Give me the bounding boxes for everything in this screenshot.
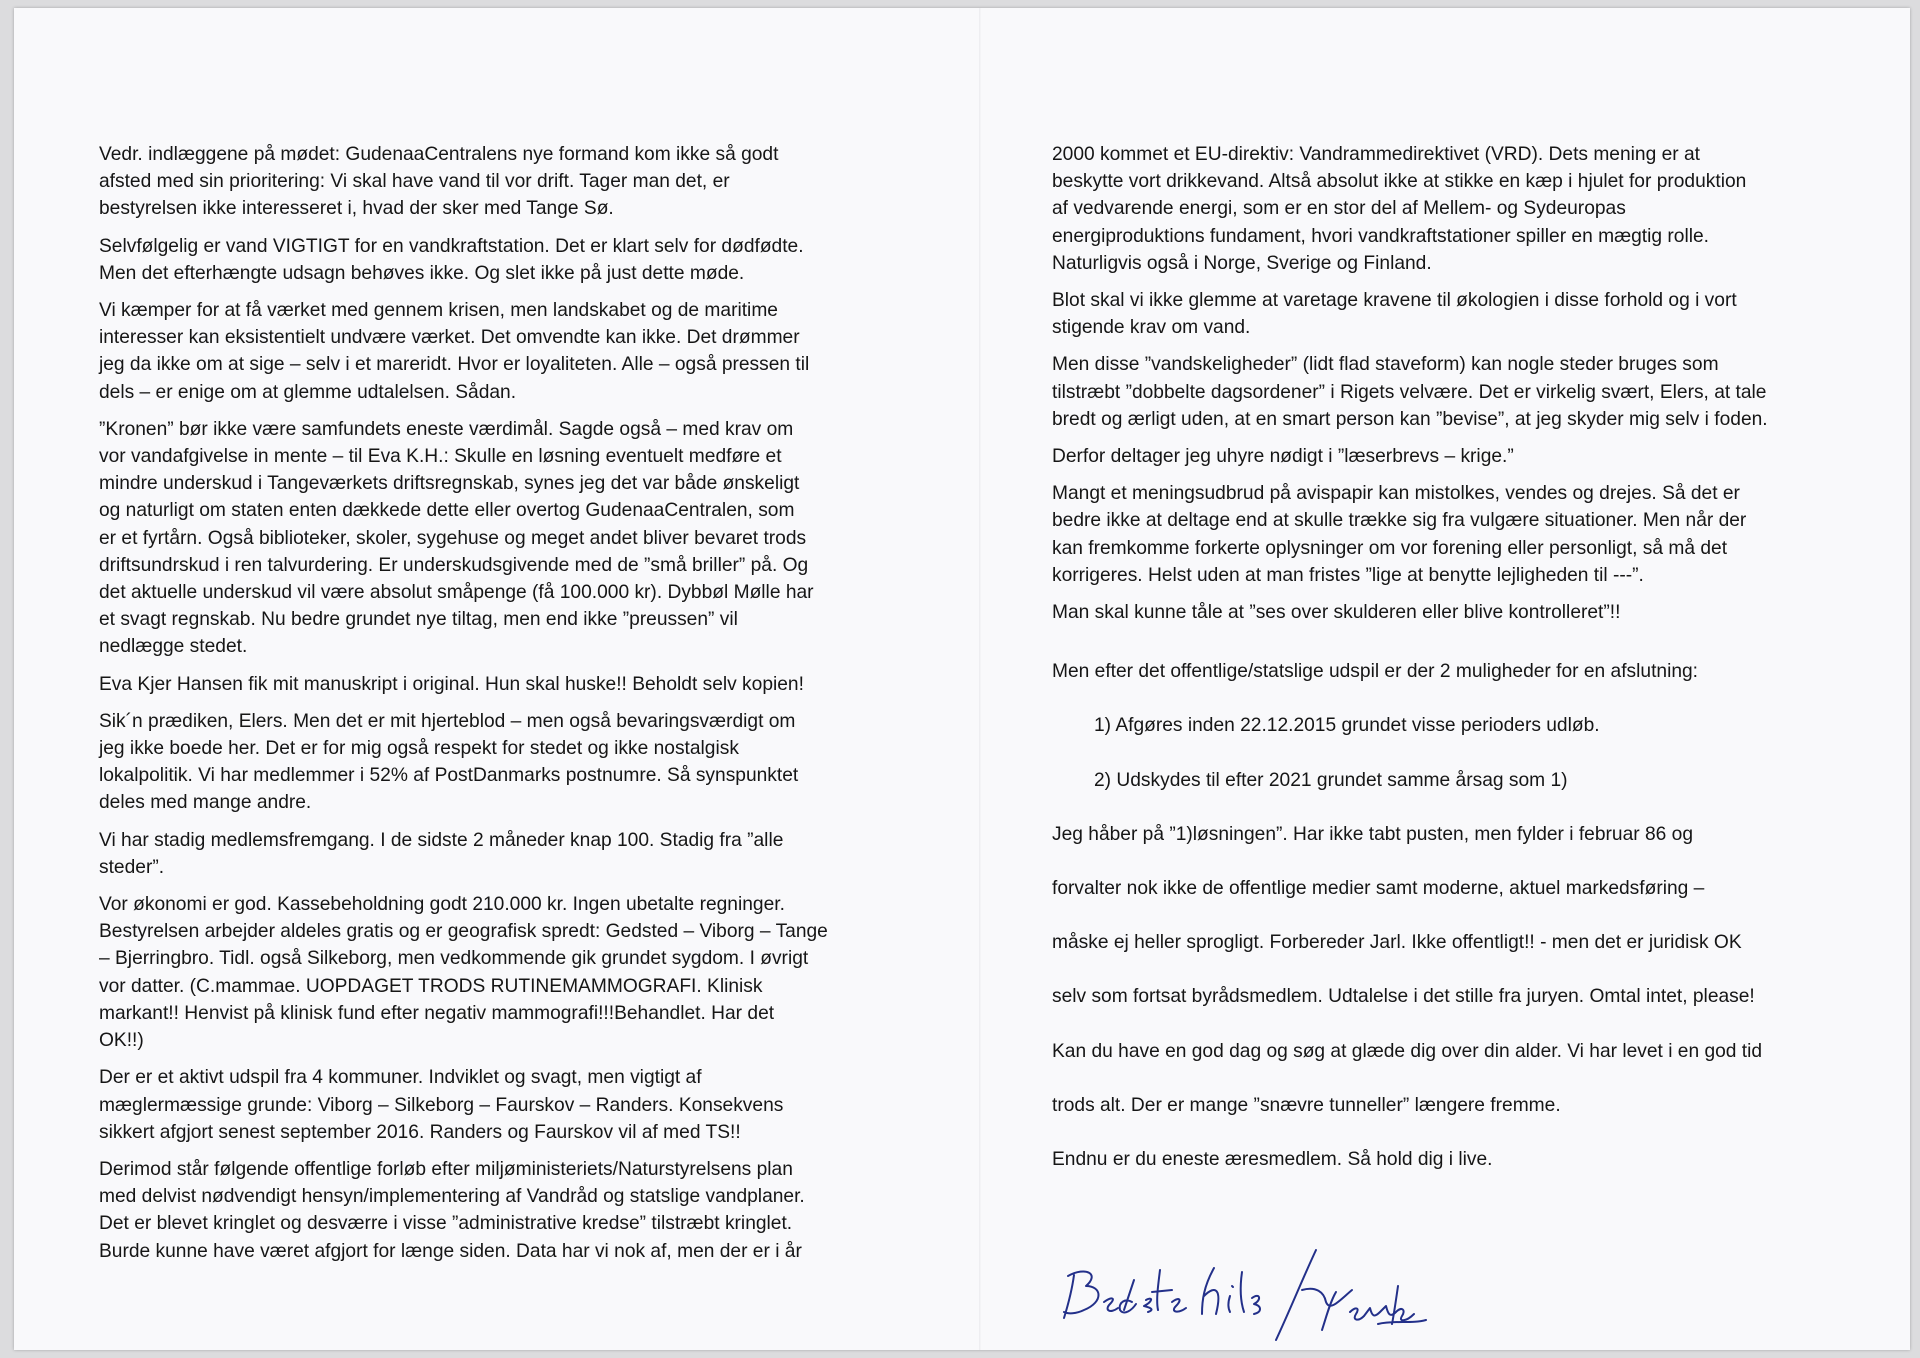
paragraph: Eva Kjer Hansen fik mit manuskript i original. Hun skal huske!! Beholdt selv kopien! — [99, 673, 804, 695]
paragraph: Vor økonomi er god. Kassebeholdning godt 210.000 kr. Ingen ubetalte regninger. Bestyrelsen arbejder aldeles gratis og er geografisk spredt: Gedsted – Viborg – Tange – Bjerringbro. Tidl. også Silkeborg, men vedkommende gik grundet sygdom. I øvrigt vor datter. (C.mammae. UOPDAGET TRODS RUTINEMAMMOGRAFI. Klinisk markant!! Henvist på klinisk fund efter negativ mammografi!!!Behandlet. Har det OK!!) — [99, 894, 828, 1052]
paragraph: Derimod står følgende offentlige forløb efter miljøministeriets/Naturstyrelsens plan med delvist nødvendigt hensyn/implementering af Vandråd og statslige vandplaner. Det er blevet kringlet og desværre i visse ”administrative kredse” tilstræbt kringlet. Burde kunne have været afgjort for længe siden. Data har vi nok af, men der er i år — [99, 1158, 805, 1262]
paragraph: Selvfølgelig er vand VIGTIGT for en vandkraftstation. Det er klart selv for dødfødte. Men det efterhængte udsagn behøves ikke. Og slet ikke på just dette møde. — [99, 235, 804, 284]
closing-line: forvalter nok ikke de offentlige medier samt moderne, aktuel markedsføring – — [1052, 878, 1705, 900]
paragraph: Der er et aktivt udspil fra 4 kommuner. Indviklet og svagt, men vigtigt af mæglermæssige grunde: Viborg – Silkeborg – Faurskov – Randers. Konsekvens sikkert afgjort senest september 2016. Randers og Faurskov vil af med TS!! — [99, 1067, 784, 1143]
right-column — [1052, 141, 1852, 1200]
paragraph: Vedr. indlæggene på mødet: GudenaaCentralens nye formand kom ikke så godt afsted med sin prioritering: Vi skal have vand til vor drift. Tager man det, er bestyrelsen ikke interesseret i, hvad der sker med Tange Sø. — [99, 144, 779, 220]
paragraph: Vi kæmper for at få værket med gennem krisen, men landskabet og de maritime interesser kan eksistentielt undvære værket. Det omvendte kan ikke. Det drømmer jeg da ikke om at sige – selv i et mareridt. Hvor er loyaliteten. Alle – også pressen til dels – er enige om at glemme udtalelsen. Sådan. — [99, 300, 810, 403]
closing-line: Jeg håber på ”1)løsningen”. Har ikke tabt pusten, men fylder i februar 86 og — [1052, 823, 1693, 845]
paragraph: Men disse ”vandskeligheder” (lidt flad staveform) kan nogle steder bruges som tilstræbt ”dobbelte dagsordener” i Rigets velvære. Det er virkelig svært, Elers, at tale bredt og ærligt uden, at en smart person kan ”bevise”, at jeg skyder mig selv i foden. — [1052, 354, 1768, 430]
closing-line: trods alt. Der er mange ”snævre tunneller” længere fremme. — [1052, 1094, 1561, 1116]
option-item: 1) Afgøres inden 22.12.2015 grundet visse perioders udløb. — [1094, 715, 1600, 737]
options-section — [1052, 658, 1852, 1173]
left-column — [99, 141, 889, 1275]
paragraph: Blot skal vi ikke glemme at varetage kravene til økologien i disse forhold og i vort stigende krav om vand. — [1052, 290, 1737, 339]
paragraph: 2000 kommet et EU-direktiv: Vandrammedirektivet (VRD). Dets mening er at beskytte vort drikkevand. Altså absolut ikke at stikke en kæp i hjulet for produktion af vedvarende energi, som er en stor del af Mellem- og Sydeuropas energiproduktions fundament, hvori vandkraftstationer spiller en mægtig rolle. Naturligvis også i Norge, Sverige og Finland. — [1052, 144, 1747, 274]
paragraph: Vi har stadig medlemsfremgang. I de sidste 2 måneder knap 100. Stadig fra ”alle steder”. — [99, 829, 784, 878]
closing-line: selv som fortsat byrådsmedlem. Udtalelse i det stille fra juryen. Omtal intet, please! — [1052, 986, 1755, 1008]
paragraph: Mangt et meningsudbrud på avispapir kan mistolkes, vendes og drejes. Så det er bedre ikke at deltage end at skulle trække sig fra vulgære situationer. Men når der kan fremkomme forkerte oplysninger om vor forening eller personligt, så må det korrigeres. Helst uden at man fristes ”lige at benytte lejligheden til ---”. — [1052, 483, 1747, 586]
document-sheet — [14, 8, 1910, 1350]
paragraph: Sik´n prædiken, Elers. Men det er mit hjerteblod – men også bevaringsværdigt om jeg ikke boede her. Det er for mig også respekt for stedet og ikke nostalgisk lokalpolitik. Vi har medlemmer i 52% af PostDanmarks postnumre. Så synspunktet deles med mange andre. — [99, 710, 799, 814]
paragraph: ”Kronen” bør ikke være samfundets eneste værdimål. Sagde også – med krav om vor vandafgivelse in mente – til Eva K.H.: Skulle en løsning eventuelt medføre et mindre underskud i Tangeværkets driftsregnskab, synes jeg det var både ønskeligt og naturligt om staten enten dækkede dette eller overtog GudenaaCentralen, som er et fyrtårn. Også biblioteker, skoler, sygehuse og meget andet bliver bevaret trods driftsundrskud i ren talvurdering. Er underskudsgivende med de ”små briller” på. Og det aktuelle underskud vil være absolut småpenge (få 100.000 kr). Dybbøl Mølle har et svagt regnskab. Nu bedre grundet nye tiltag, men end ikke ”preussen” vil nedlægge stedet. — [99, 418, 814, 658]
handwritten-signature — [1054, 1240, 1454, 1350]
closing-line: måske ej heller sprogligt. Forbereder Jarl. Ikke offentligt!! - men det er juridisk OK — [1052, 932, 1742, 954]
closing-line: Endnu er du eneste æresmedlem. Så hold dig i live. — [1052, 1149, 1493, 1171]
paragraph: Derfor deltager jeg uhyre nødigt i ”læserbrevs – krige.” — [1052, 446, 1514, 468]
page-fold — [979, 8, 981, 1350]
options-lead: Men efter det offentlige/statslige udspil er der 2 muligheder for en afslutning: — [1052, 661, 1699, 683]
option-item: 2) Udskydes til efter 2021 grundet samme årsag som 1) — [1094, 769, 1568, 791]
paragraph: Man skal kunne tåle at ”ses over skulderen eller blive kontrolleret”!! — [1052, 602, 1621, 624]
closing-line: Kan du have en god dag og søg at glæde dig over din alder. Vi har levet i en god tid — [1052, 1040, 1763, 1062]
